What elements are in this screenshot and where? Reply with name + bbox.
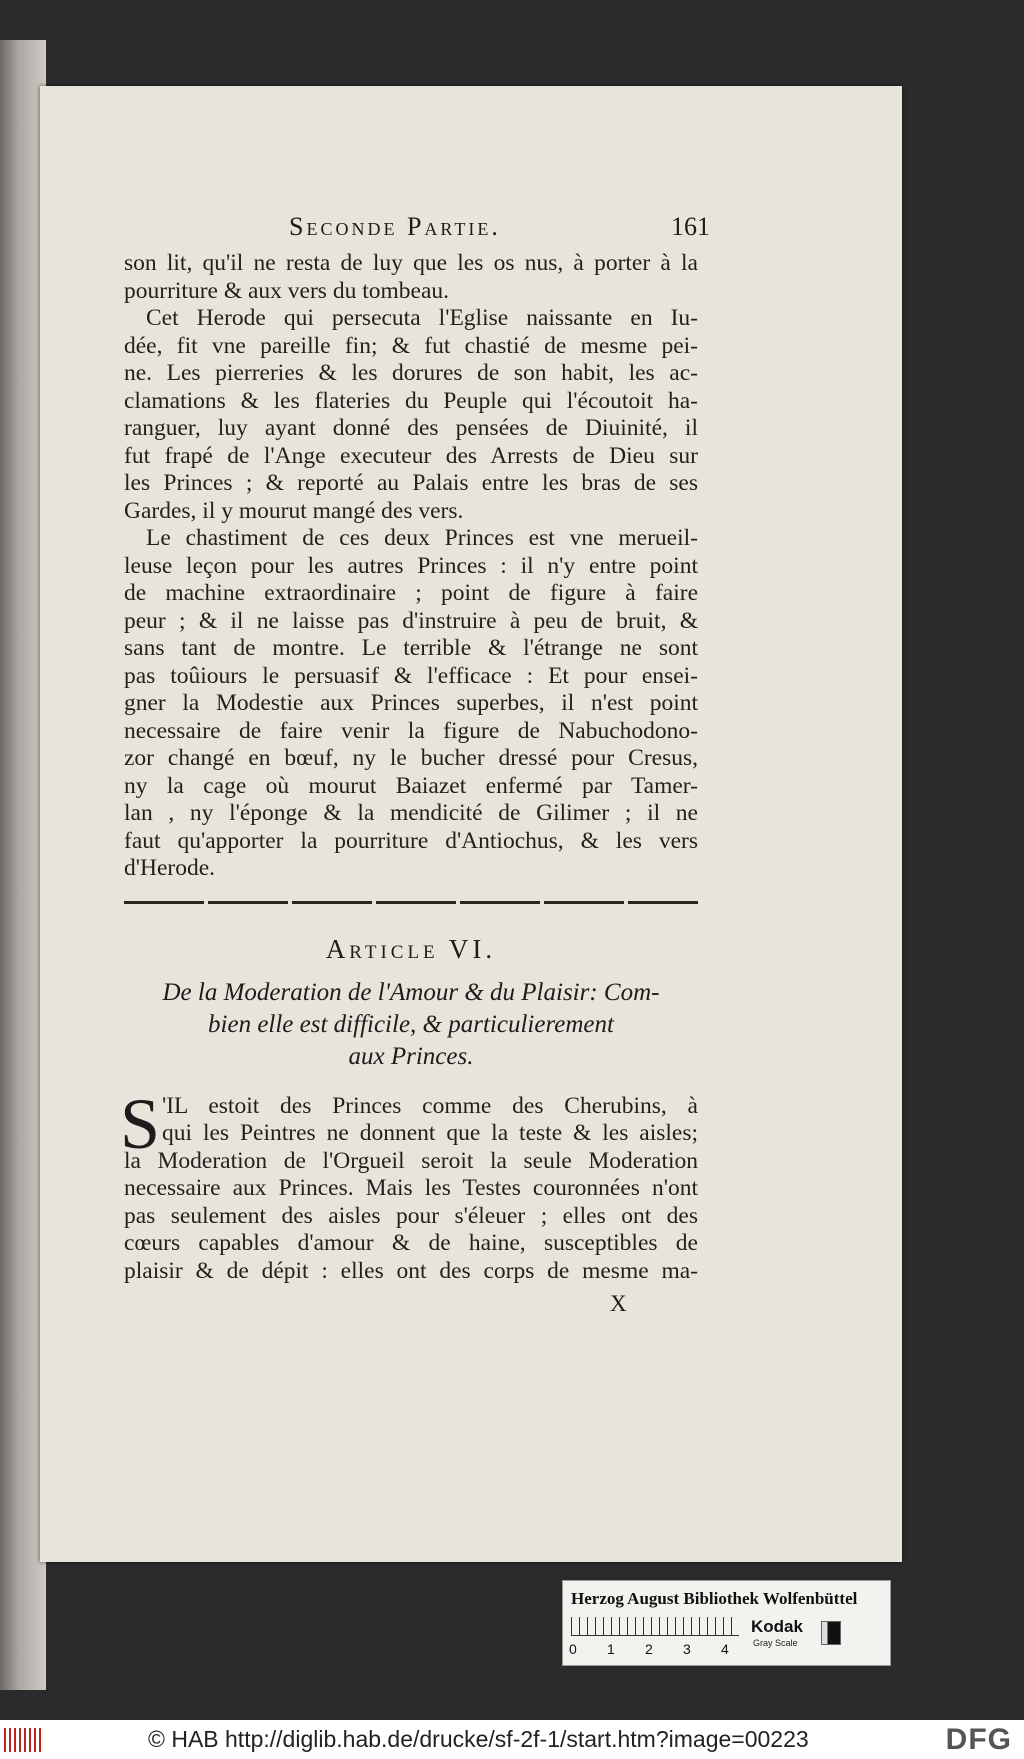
text-line: qui les Peintres ne donnent que la teste & les aisles; (162, 1120, 698, 1146)
paragraph-3 (124, 525, 698, 883)
kodak-logo: Kodak (751, 1617, 803, 1636)
article-heading: Article VI. (325, 933, 497, 964)
scale-number: 2 (645, 1641, 653, 1657)
text-line: faut qu'apporter la pourriture d'Antiochus, & les vers (124, 827, 698, 854)
scale-number: 1 (607, 1641, 615, 1657)
text-line: fut frapé de l'Ange executeur des Arrests de Dieu sur (124, 442, 698, 469)
text-line: 'IL estoit des Princes comme des Cherubins, à (162, 1092, 698, 1119)
text-line: la Moderation de l'Orgueil seroit la seule Moderation (124, 1147, 698, 1174)
text-line: pourriture & aux vers du tombeau. (124, 277, 449, 304)
scale-ruler (571, 1617, 739, 1636)
text-line: plaisir & de dépit : elles ont des corps de mesme ma- (124, 1257, 698, 1284)
footer-bar (0, 1720, 1024, 1759)
paragraph-1 (124, 250, 698, 305)
text-line: d'Herode. (124, 855, 216, 881)
page-text-area (120, 212, 710, 1317)
text-line: ny la cage où mourut Baiazet enfermé par Tamer- (124, 772, 698, 799)
drop-cap: S (120, 1083, 161, 1164)
running-title: Seconde Partie. (289, 212, 501, 241)
subtitle-line: De la Moderation de l'Amour & du Plaisir: Com- (162, 978, 660, 1006)
gray-scale-label: Gray Scale (753, 1638, 798, 1648)
text-line: Cet Herode qui persecuta l'Eglise naissante en Iu- (146, 305, 698, 331)
barcode-icon (4, 1728, 44, 1752)
scale-number: 0 (569, 1641, 577, 1657)
text-line: gner la Modestie aux Princes superbes, il n'est point (124, 690, 698, 716)
dfg-logo: DFG (945, 1723, 1012, 1756)
book-page (40, 86, 902, 1562)
text-line: zor changé en bœuf, ny le bucher dressé pour Cresus, (124, 745, 698, 771)
running-head (124, 212, 710, 250)
text-line: pas toûiours le persuasif & l'efficace : Et pour ensei- (124, 662, 698, 689)
text-line: lan , ny l'éponge & la mendicité de Gilimer ; il ne (124, 800, 698, 826)
subtitle-line: aux Princes. (348, 1042, 474, 1070)
scale-number: 4 (721, 1641, 729, 1657)
text-line: clamations & les flateries du Peuple qui l'écoutoit ha- (124, 387, 698, 414)
text-line: necessaire de faire venir la figure de Nabuchodono- (124, 717, 698, 744)
subtitle-line: bien elle est difficile, & particulierement (208, 1010, 614, 1038)
scale-number: 3 (683, 1641, 691, 1657)
text-line: les Princes ; & reporté au Palais entre les bras de ses (124, 470, 698, 496)
text-line: peur ; & il ne laisse pas d'instruire à peu de bruit, & (124, 607, 698, 634)
text-line: leuse leçon pour les autres Princes : il n'y entre point (124, 552, 698, 579)
footer-link[interactable]: © HAB http://diglib.hab.de/drucke/sf-2f-1/start.htm?image=00223 (148, 1726, 809, 1752)
article-subtitle (124, 977, 698, 1073)
article-body (120, 1083, 698, 1286)
text-line: dée, fit vne pareille fin; & fut chastié de mesme pei- (124, 332, 698, 359)
text-line: cœurs capables d'amour & de haine, susceptibles de (124, 1230, 698, 1256)
text-line: son lit, qu'il ne resta de luy que les os nus, à porter à la (124, 250, 698, 276)
text-line: pas seulement des aisles pour s'éleuer ; elles ont des (124, 1202, 698, 1229)
text-line: necessaire aux Princes. Mais les Testes couronnées n'ont (124, 1175, 698, 1201)
text-line: sans tant de montre. Le terrible & l'étrange ne sont (124, 635, 698, 661)
text-line: ne. Les pierreries & les dorures de son habit, les ac- (124, 360, 698, 386)
text-line: ranguer, luy ayant donné des pensées de Diuinité, il (124, 415, 698, 441)
text-line: Le chastiment de ces deux Princes est vne merueil- (146, 525, 698, 551)
text-line: Gardes, il y mourut mangé des vers. (124, 497, 464, 524)
signature-mark: X (610, 1291, 627, 1316)
page-number: 161 (671, 212, 710, 241)
text-line: de machine extraordinaire ; point de figure à faire (124, 580, 698, 606)
library-name: Herzog August Bibliothek Wolfenbüttel (571, 1589, 858, 1608)
paragraph-2 (124, 305, 698, 525)
gray-patch-icon (821, 1621, 841, 1645)
section-rule (124, 901, 698, 904)
library-label (562, 1580, 891, 1666)
